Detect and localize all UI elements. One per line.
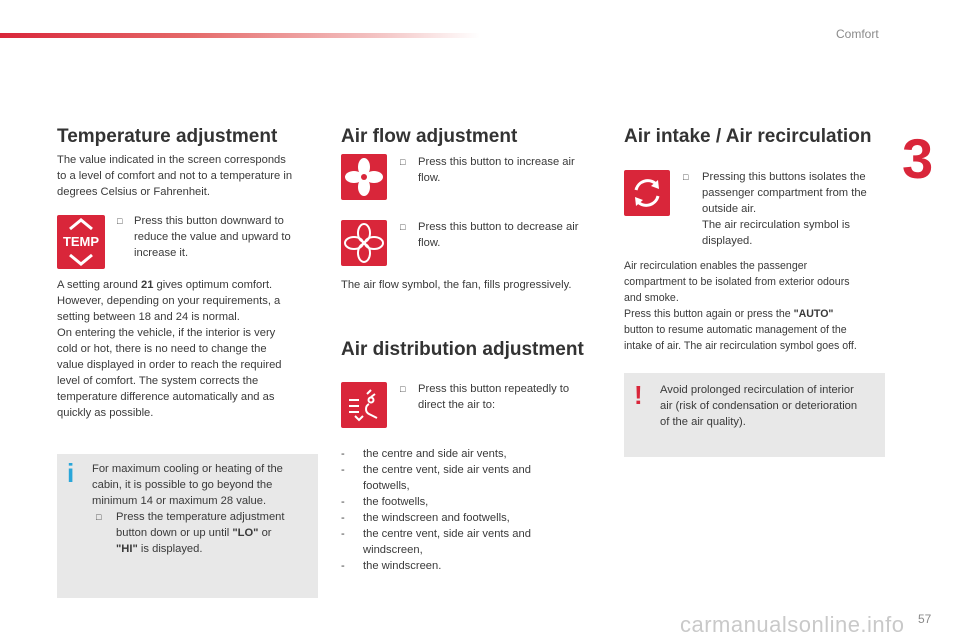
fan-decrease-icon [341, 220, 387, 266]
heading-air-intake: Air intake / Air recirculation [624, 126, 872, 147]
warning-icon: ! [634, 380, 643, 410]
header-accent-bar [0, 33, 480, 38]
section-title: Comfort [836, 27, 879, 41]
fan-increase-icon [341, 154, 387, 200]
temp-icon-label: TEMP [62, 234, 100, 249]
chapter-number: 3 [902, 127, 934, 190]
heading-air-flow: Air flow adjustment [341, 126, 518, 147]
temp-button-icon [57, 215, 105, 269]
fan-note: The air flow symbol, the fan, fills progressively. [341, 279, 572, 291]
heading-air-distribution: Air distribution adjustment [341, 339, 584, 360]
watermark: carmanualsonline.info [680, 612, 905, 637]
heading-temperature: Temperature adjustment [57, 126, 278, 147]
page-number: 57 [918, 612, 932, 626]
recirculation-icon [624, 170, 670, 216]
air-distribution-icon [341, 382, 387, 428]
info-icon: i [67, 458, 75, 488]
